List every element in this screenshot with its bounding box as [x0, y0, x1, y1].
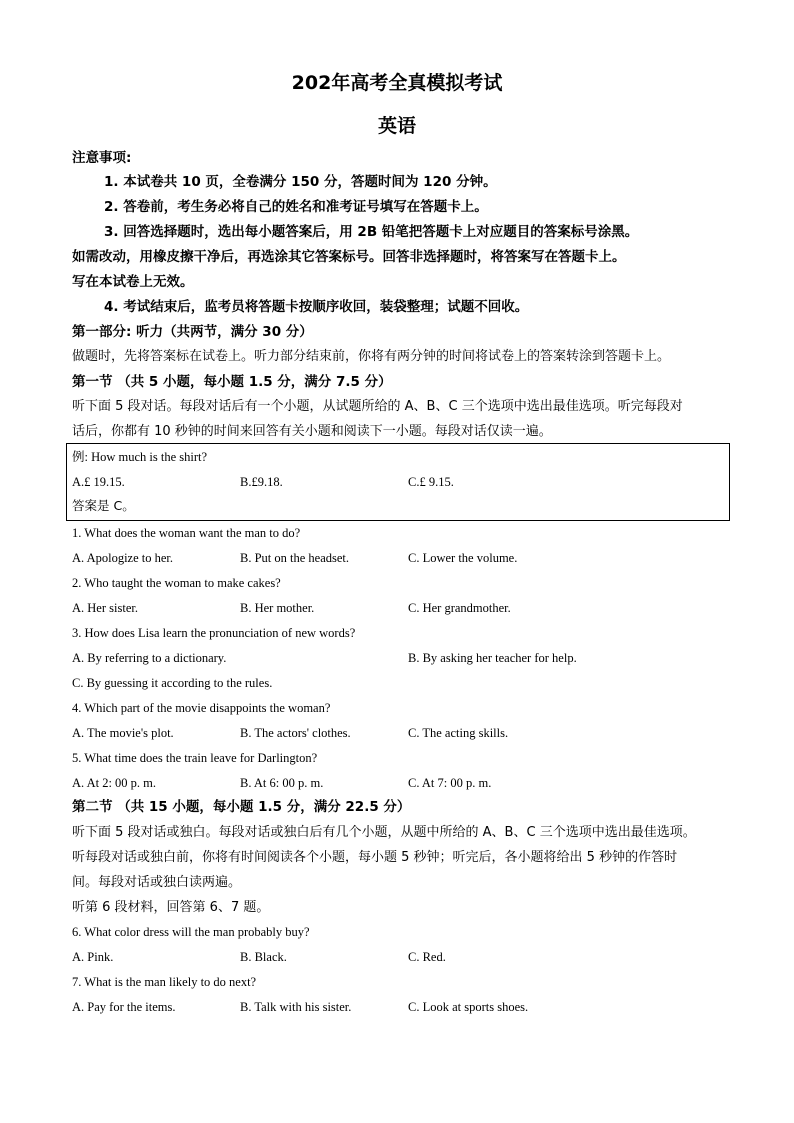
section1-instructions-line-1: 听下面 5 段对话。每段对话后有一个小题，从试题所给的 A、B、C 三个选项中选出最佳选项。听完每段对	[72, 399, 683, 414]
example-answer: 答案是 C。	[72, 498, 135, 513]
question-6-option-b: B. Black.	[240, 950, 287, 964]
question-5: 5. What time does the train leave for Darlington?	[72, 751, 318, 765]
question-2-option-c: C. Her grandmother.	[408, 601, 511, 615]
question-6-option-a: A. Pink.	[72, 950, 114, 964]
question-7-option-c: C. Look at sports shoes.	[408, 1000, 529, 1014]
notice-item-3-line-2: 如需改动，用橡皮擦干净后，再选涂其它答案标号。回答非选择题时，将答案写在答题卡上。	[72, 249, 626, 265]
exam-title: 202年高考全真模拟考试	[291, 72, 503, 94]
question-1-option-a: A. Apologize to her.	[72, 551, 174, 565]
exam-subject: 英语	[377, 115, 416, 137]
question-3: 3. How does Lisa learn the pronunciation of new words?	[72, 626, 356, 640]
notice-item-3-line-3: 写在本试卷上无效。	[72, 274, 194, 290]
question-7: 7. What is the man likely to do next?	[72, 975, 257, 989]
example-option-c: C.£ 9.15.	[408, 475, 454, 489]
notice-heading: 注意事项:	[72, 150, 132, 166]
example-question: 例: How much is the shirt?	[72, 450, 208, 464]
question-2: 2. Who taught the woman to make cakes?	[72, 576, 281, 590]
section2-instructions-line-1: 听下面 5 段对话或独白。每段对话或独白后有几个小题，从题中所给的 A、B、C 三个选项中选出最佳选项。	[72, 825, 696, 840]
part1-intro: 做题时，先将答案标在试卷上。听力部分结束前，你将有两分钟的时间将试卷上的答案转涂到答题卡上。	[72, 349, 671, 364]
question-6: 6. What color dress will the man probably buy?	[72, 925, 310, 939]
question-7-option-a: A. Pay for the items.	[72, 1000, 176, 1014]
example-option-a: A.£ 19.15.	[72, 475, 125, 489]
section2-heading: 第二节 （共 15 小题，每小题 1.5 分，满分 22.5 分）	[72, 799, 411, 815]
notice-item-4: 4. 考试结束后，监考员将答题卡按顺序收回，装袋整理；试题不回收。	[104, 299, 529, 315]
question-5-option-b: B. At 6: 00 p. m.	[240, 776, 324, 790]
question-2-option-a: A. Her sister.	[72, 601, 138, 615]
question-3-option-b: B. By asking her teacher for help.	[408, 651, 577, 665]
question-3-option-a: A. By referring to a dictionary.	[72, 651, 227, 665]
question-6-option-c: C. Red.	[408, 950, 446, 964]
question-5-option-c: C. At 7: 00 p. m.	[408, 776, 492, 790]
question-1: 1. What does the woman want the man to do?	[72, 526, 301, 540]
question-5-option-a: A. At 2: 00 p. m.	[72, 776, 157, 790]
question-7-option-b: B. Talk with his sister.	[240, 1000, 352, 1014]
material-6-heading: 听第 6 段材料，回答第 6、7 题。	[72, 900, 270, 915]
question-1-option-b: B. Put on the headset.	[240, 551, 350, 565]
question-4-option-c: C. The acting skills.	[408, 726, 509, 740]
example-option-b: B.£9.18.	[240, 475, 283, 489]
section1-heading: 第一节 （共 5 小题，每小题 1.5 分，满分 7.5 分）	[72, 374, 392, 390]
question-4-option-b: B. The actors' clothes.	[240, 726, 351, 740]
question-4-option-a: A. The movie's plot.	[72, 726, 174, 740]
notice-item-2: 2. 答卷前，考生务必将自己的姓名和准考证号填写在答题卡上。	[104, 199, 488, 215]
part1-heading: 第一部分: 听力（共两节，满分 30 分）	[72, 324, 313, 340]
question-1-option-c: C. Lower the volume.	[408, 551, 518, 565]
notice-item-1: 1. 本试卷共 10 页，全卷满分 150 分，答题时间为 120 分钟。	[104, 174, 497, 190]
section1-instructions-line-2: 话后，你都有 10 秒钟的时间来回答有关小题和阅读下一小题。每段对话仅读一遍。	[72, 424, 552, 439]
question-4: 4. Which part of the movie disappoints the woman?	[72, 701, 331, 715]
question-3-option-c: C. By guessing it according to the rules.	[72, 676, 273, 690]
notice-item-3-line-1: 3. 回答选择题时，选出每小题答案后，用 2B 铅笔把答题卡上对应题目的答案标号涂黑。	[104, 224, 639, 240]
question-2-option-b: B. Her mother.	[240, 601, 315, 615]
section2-instructions-line-2: 听每段对话或独白前，你将有时间阅读各个小题，每小题 5 秒钟；听完后，各小题将给出 5 秒钟的作答时	[72, 850, 678, 865]
section2-instructions-line-3: 间。每段对话或独白读两遍。	[72, 875, 242, 890]
